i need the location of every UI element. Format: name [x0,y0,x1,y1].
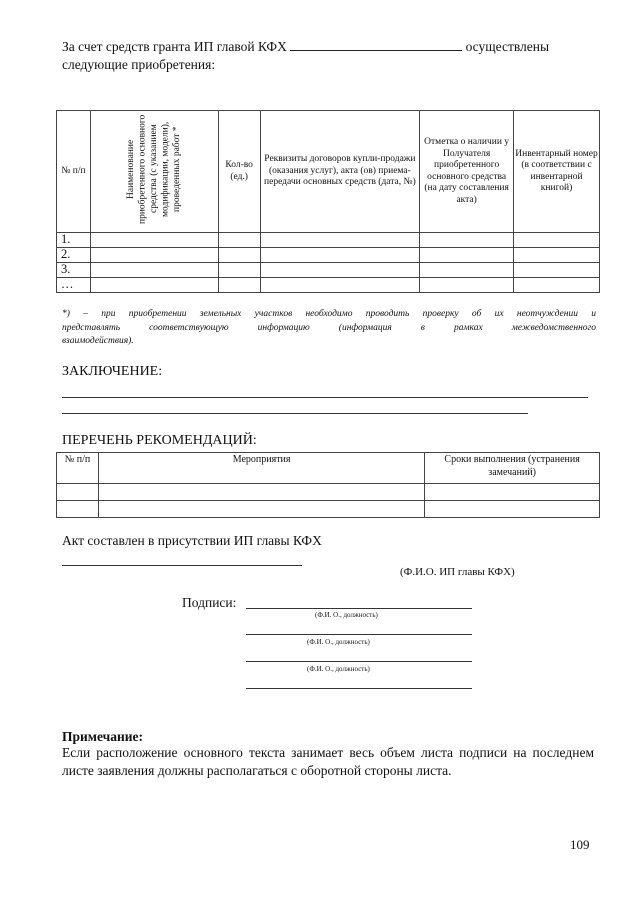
rec-cell-terms[interactable] [425,484,600,501]
table-row [57,233,600,248]
table-row [57,248,600,263]
conclusion-title: ЗАКЛЮЧЕНИЕ: [62,364,163,379]
header-name-text: Наименование приобретенного основного средства (с указанием модификации, модели), проведенных работ * [125,114,182,224]
cell-inventory[interactable] [514,248,600,263]
footnote [62,308,596,349]
recommendations-header-row [57,453,600,484]
recommendations-title: ПЕРЕЧЕНЬ РЕКОМЕНДАЦИЙ: [62,433,257,448]
cell-requisites[interactable] [260,278,420,293]
table-row [57,278,600,293]
signature-caption-3: (Ф.И. О., должность) [307,665,370,673]
cell-name[interactable] [90,263,218,278]
table-row [57,484,600,501]
intro-text [62,38,582,74]
recommendations-table [56,452,600,518]
acquisitions-header-row [57,111,600,233]
cell-qty[interactable] [218,278,260,293]
cell-mark[interactable] [420,263,514,278]
cell-requisites[interactable] [260,263,420,278]
header-name [90,111,218,233]
rec-header-measures: Мероприятия [98,453,424,484]
cell-requisites[interactable] [260,248,420,263]
rec-cell-terms[interactable] [425,501,600,518]
act-text: Акт составлен в присутствии ИП главы КФХ [62,533,322,548]
cell-inventory[interactable] [514,263,600,278]
fio-caption: (Ф.И.О. ИП главы КФХ) [400,566,515,578]
cell-qty[interactable] [218,233,260,248]
row-number: … [57,278,91,293]
rec-cell-measures[interactable] [98,484,424,501]
signature-line-2[interactable] [246,634,472,635]
fio-line[interactable] [62,565,302,566]
header-num: № п/п [57,111,91,233]
rec-cell-num[interactable] [57,501,99,518]
signature-caption-1: (Ф.И. О., должность) [315,611,378,619]
conclusion-line-2[interactable] [62,413,528,414]
cell-mark[interactable] [420,248,514,263]
cell-inventory[interactable] [514,233,600,248]
cell-inventory[interactable] [514,278,600,293]
cell-name[interactable] [90,248,218,263]
row-number: 1. [57,233,91,248]
intro-part1: За счет средств гранта ИП главой КФХ [62,39,287,54]
cell-requisites[interactable] [260,233,420,248]
note-text: Если расположение основного текста занимает весь объем листа подписи на последнем листе заявления должны располагаться с оборотной стороны листа. [62,745,594,778]
table-row [57,501,600,518]
cell-name[interactable] [90,233,218,248]
intro-part2: осуществлены следующие приобретения: [62,39,550,72]
footnote-line3: взаимодействия). [62,336,134,346]
rec-cell-num[interactable] [57,484,99,501]
signature-line-1[interactable] [246,608,472,609]
rec-header-num: № п/п [57,453,99,484]
signature-caption-2: (Ф.И. О., должность) [307,638,370,646]
note-title: Примечание: [62,729,144,744]
row-number: 2. [57,248,91,263]
header-qty: Кол-во (ед.) [218,111,260,233]
cell-qty[interactable] [218,248,260,263]
signature-line-3[interactable] [246,661,472,662]
conclusion-line-1[interactable] [62,397,588,398]
header-requisites: Реквизиты договоров купли-продажи (оказания услуг), акта (ов) приема-передачи основных средств (дата, №) [260,111,420,233]
header-inventory: Инвентарный номер (в соответствии с инвентарной книгой) [514,111,600,233]
cell-mark[interactable] [420,233,514,248]
acquisitions-table [56,110,600,293]
rec-cell-measures[interactable] [98,501,424,518]
cell-mark[interactable] [420,278,514,293]
header-mark: Отметка о наличии у Получателя приобретенного основного средства (на дату составления акта) [420,111,514,233]
cell-name[interactable] [90,278,218,293]
cell-qty[interactable] [218,263,260,278]
row-number: 3. [57,263,91,278]
footnote-line2: представлять соответствующую информацию (информация в рамках межведомственного [62,322,596,333]
kfh-name-blank[interactable] [290,38,462,51]
signature-line-4[interactable] [246,688,472,689]
rec-header-terms: Сроки выполнения (устранения замечаний) [425,453,600,484]
page-number: 109 [570,837,590,852]
footnote-line1: *) – при приобретении земельных участков необходимо проводить проверку об их неотчуждении и [62,309,596,319]
signatures-label: Подписи: [182,595,237,610]
table-row [57,263,600,278]
